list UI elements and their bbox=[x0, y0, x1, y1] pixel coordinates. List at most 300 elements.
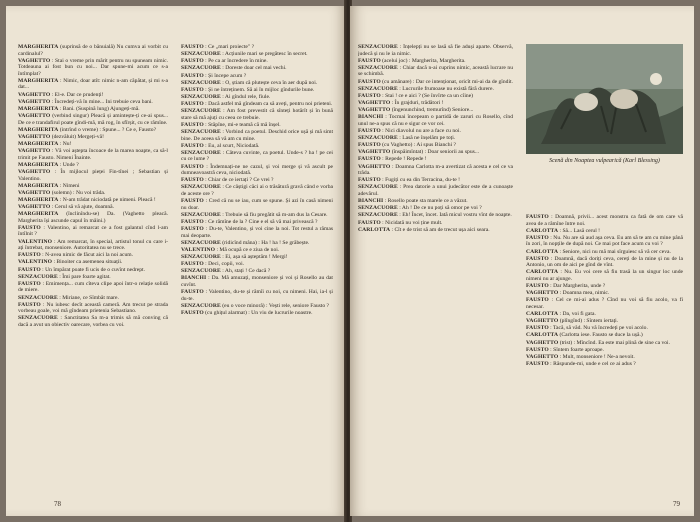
dialogue-line bbox=[358, 164, 513, 177]
dialogue-text: : Emimența... cum cîteva clipe apoi într-o relație solidă de miere. bbox=[18, 280, 168, 294]
dialogue-line bbox=[181, 58, 333, 65]
dialogue-text: : Mă ocupă ce e ziua de noi. bbox=[215, 246, 280, 253]
dialogue-text: : El-e. Dar ce prudenți! bbox=[50, 91, 104, 98]
speaker-name: VAGHETTO bbox=[358, 107, 391, 114]
speaker-name: VAGHETTO bbox=[18, 57, 51, 64]
dialogue-text: : O, știam că plutește ceva în aer după noi. bbox=[220, 79, 318, 86]
dialogue-text: (solemn) : Nu voi trăda. bbox=[50, 189, 106, 196]
dialogue-text: (acelui joc) : Margherita, Margherita. bbox=[380, 57, 466, 64]
dialogue-text: : Cît e de trist să am de trecut ușa aici seara. bbox=[390, 226, 490, 233]
dialogue-text: : Doamnă, dacă doriți ceva, cereți de la mine și nu de la Antonio, un om de aici pe gînd de vînt. bbox=[526, 255, 683, 269]
speaker-name: FAUSTO bbox=[181, 121, 204, 128]
dialogue-text: : N-am trădat niciodată pe nimeni. Pleacă ! bbox=[58, 196, 156, 203]
dialogue-text: : Nu! bbox=[58, 141, 72, 147]
dialogue-line bbox=[526, 318, 683, 325]
dialogue-line bbox=[18, 44, 168, 57]
dialogue-line bbox=[358, 58, 513, 65]
dialogue-text: : Să... Lasă cerul ! bbox=[558, 227, 601, 234]
dialogue-line bbox=[181, 226, 333, 239]
speaker-name: CARLOTTA bbox=[526, 248, 559, 255]
dialogue-text: : N-avea nimic de făcut aici la noi acum. bbox=[40, 252, 134, 259]
speaker-name: SENZACUORE bbox=[18, 273, 58, 280]
speaker-name: VALENTINO bbox=[18, 259, 53, 266]
dialogue-line bbox=[181, 122, 333, 129]
speaker-name: FAUSTO bbox=[181, 310, 204, 316]
dialogue-text: : Stai o vreme prin mărit pentru nu spuneam nimic. Totdeauna ai fost bun cu noi... Dar spune-mi acum ce s-a întîmplat? bbox=[18, 57, 168, 77]
speaker-name: SENZACUORE bbox=[181, 239, 221, 246]
speaker-name: MARGHERITA bbox=[18, 211, 59, 218]
dialogue-text: : Nimeni bbox=[58, 182, 80, 189]
dialogue-text: (intrînd o vreme) : Spune... ? Ce e, Fausto? bbox=[58, 126, 157, 133]
speaker-name: BIANCHI bbox=[358, 198, 384, 205]
speaker-name: VAGHETTO bbox=[526, 318, 559, 325]
dialogue-text: (trist) : Mîncînd. Ea este mai plină de sine ca voi. bbox=[558, 339, 671, 346]
left-column-2 bbox=[181, 44, 333, 494]
dialogue-text: : Vă voi aștepta încoace de la marea noapte, ca să-l trimit pe Fausto. Nimeni Înainte. bbox=[18, 148, 168, 161]
speaker-name: SENZACUORE bbox=[358, 44, 398, 50]
speaker-name: FAUSTO bbox=[526, 283, 549, 290]
dialogue-line bbox=[358, 156, 513, 163]
speaker-name: MARGHERITA bbox=[18, 161, 59, 168]
speaker-name: FAUSTO bbox=[358, 57, 381, 64]
dialogue-line bbox=[18, 274, 168, 281]
dialogue-line bbox=[358, 44, 513, 57]
dialogue-line bbox=[18, 204, 168, 211]
dialogue-line bbox=[526, 340, 683, 347]
dialogue-line bbox=[181, 184, 333, 197]
dialogue-line bbox=[181, 219, 333, 226]
speaker-name: FAUSTO bbox=[181, 142, 204, 149]
dialogue-line bbox=[18, 225, 168, 238]
dialogue-line bbox=[18, 295, 168, 302]
speaker-name: VAGHETTO bbox=[358, 149, 391, 156]
dialogue-text: : Chiar dacă n-ai cuprins nimic, această lucrare nu se schimbă. bbox=[358, 64, 513, 78]
dialogue-text: : Prea datorie a unui judecător este de a cunoaște adevărul. bbox=[358, 184, 513, 197]
dialogue-text: : Eh! Încet, încet. Iată micul vostru vînt de noapte. bbox=[397, 212, 512, 219]
speaker-name: VAGHETTO bbox=[18, 204, 51, 211]
speaker-name: SENZACUORE bbox=[181, 79, 221, 86]
speaker-name: SENZACUORE bbox=[358, 212, 398, 219]
dialogue-text: : Am fost prevestit că sînteți hotărît și în bună stare să mă ajuți cu ceea ce trebuie. bbox=[181, 108, 333, 121]
dialogue-line bbox=[18, 162, 168, 169]
dialogue-text: (eu o voce minoră) : Vești rele, seniore Fausto ? bbox=[220, 302, 330, 309]
dialogue-text: : Doamnă, privii... acest monstru ca fată de om care vă avea de a rămîne între noi. bbox=[526, 214, 683, 227]
speaker-name: SENZACUORE bbox=[181, 108, 221, 115]
speaker-name: VAGHETTO bbox=[526, 339, 559, 346]
speaker-name: FAUSTO bbox=[18, 301, 41, 308]
speaker-name: SENZACUORE bbox=[181, 184, 221, 191]
dialogue-line bbox=[526, 269, 683, 282]
dialogue-text: : Rosello poate sta marele ce a văzut. bbox=[383, 198, 468, 205]
dialogue-text: : Chiar de ce iertați ? Ce vrei ? bbox=[203, 177, 274, 184]
speaker-name: FAUSTO bbox=[358, 92, 381, 99]
speaker-name: FAUSTO bbox=[181, 177, 204, 184]
dialogue-line bbox=[358, 142, 513, 149]
dialogue-text: : Miriane, ce Sîmbăt mare. bbox=[57, 294, 119, 301]
speaker-name: FAUSTO bbox=[526, 234, 549, 241]
speaker-name: VAGHETTO bbox=[358, 163, 391, 170]
dialogue-line bbox=[526, 214, 683, 227]
speaker-name: FAUSTO bbox=[181, 198, 204, 205]
speaker-name: CARLOTTA bbox=[526, 269, 559, 276]
dialogue-text: : Nici diavolul nu are a face cu noi. bbox=[380, 127, 461, 134]
speaker-name: SENZACUORE bbox=[181, 211, 221, 218]
right-column-1 bbox=[358, 44, 513, 494]
dialogue-text: : Și ne întreținem. Să ai în mijloc gîndurile bune. bbox=[203, 86, 315, 93]
speaker-name: FAUSTO bbox=[358, 156, 381, 163]
speaker-name: FAUSTO bbox=[181, 289, 204, 296]
dialogue-line bbox=[181, 177, 333, 184]
speaker-name: FAUSTO bbox=[18, 266, 41, 273]
speaker-name: FAUSTO bbox=[526, 255, 549, 262]
page-number-left: 78 bbox=[54, 500, 61, 508]
dialogue-line bbox=[358, 93, 513, 100]
dialogue-text: : Vorbind ca poetul. Deschid orice ușă și mă simt bine. De aceea să vă am cu mine. bbox=[181, 129, 333, 142]
dialogue-text: : Și începe acum ? bbox=[203, 72, 247, 79]
dialogue-text: (verbind singur) Pleacă și amintește-ți ce-ai spus... De ce e trandafirul poate gîndi-mă, mă rog, în sfîrșit, cu ce rămîne. bbox=[18, 113, 168, 126]
speaker-name: VAGHETTO bbox=[18, 148, 51, 155]
dialogue-text: : Sanctitatea Sa m-a trimis să mă conving că dacă a avut un obiectiv oarecare, vorbea cu voi. bbox=[18, 315, 168, 328]
dialogue-text: (înspăimîntat) : Doar seniorii au spus... bbox=[390, 149, 480, 156]
dialogue-line bbox=[358, 198, 513, 205]
dialogue-text: : Seniore, nici nu mă mai sîrguiesc să vă cer ceva. bbox=[558, 248, 671, 255]
dialogue-text: : Nicidată nu voi ține mult. bbox=[380, 219, 443, 226]
dialogue-line bbox=[526, 361, 683, 368]
dialogue-line bbox=[181, 247, 333, 254]
speaker-name: SENZACUORE bbox=[181, 149, 221, 156]
dialogue-line bbox=[18, 58, 168, 78]
speaker-name: SENZACUORE bbox=[181, 302, 221, 309]
dialogue-text: : Binoiter ca asemenea situații. bbox=[52, 259, 123, 266]
speaker-name: SENZACUORE bbox=[181, 254, 221, 261]
dialogue-text: : În grajduri, trădători ! bbox=[390, 99, 444, 106]
dialogue-line bbox=[181, 51, 333, 58]
dialogue-text: : Răspunde-mi, unde e cel ce ai adus ? bbox=[548, 360, 636, 367]
dialogue-line bbox=[181, 268, 333, 275]
dialogue-line bbox=[18, 169, 168, 182]
dialogue-text: : Lasă ne înșelăm pe toți. bbox=[397, 135, 456, 142]
dialogue-line bbox=[526, 290, 683, 297]
dialogue-text: : Doamna Carlotta m-a avertizat că acesta e cel ce va trăda. bbox=[358, 163, 513, 177]
dialogue-line bbox=[181, 310, 333, 317]
page-number-right: 79 bbox=[673, 500, 680, 508]
speaker-name: VAGHETTO bbox=[18, 133, 51, 140]
right-page bbox=[350, 6, 694, 516]
speaker-name: VAGHETTO bbox=[526, 353, 559, 360]
dialogue-line bbox=[181, 80, 333, 87]
dialogue-line bbox=[181, 94, 333, 101]
dialogue-text: : Bani. (Suspină lung) Ajungeți-mă. bbox=[58, 105, 140, 112]
speaker-name: SENZACUORE bbox=[358, 135, 398, 142]
speaker-name: BIANCHI bbox=[181, 275, 207, 282]
speaker-name: VAGHETTO bbox=[18, 113, 51, 120]
dialogue-text: : Trebuie să fiu pregătit să m-am dus la Cesare. bbox=[220, 211, 328, 218]
dialogue-line bbox=[181, 275, 333, 288]
dialogue-text: : Nu iubesc decît această cameră. Am trecut pe strada vorbeau goale, voi mă gîndeam prietenia Sebastiano. bbox=[18, 301, 168, 315]
dialogue-text: : Nu. Nu are să aud așa ceva. Eu am să te am cu mine până în zori, în nopțile de după noi. Ce mai pot face acum cu voi ? bbox=[526, 234, 683, 248]
speaker-name: SENZACUORE bbox=[18, 294, 58, 301]
dialogue-text: : Valentino, ai remarcat ce a fost galantul cînd l-am întîlnit ? bbox=[18, 224, 168, 238]
dialogue-line bbox=[526, 347, 683, 354]
speaker-name: FAUSTO bbox=[526, 346, 549, 353]
speaker-name: CARLOTTA bbox=[526, 332, 559, 339]
speaker-name: FAUSTO bbox=[526, 297, 549, 304]
dialogue-text: (dezvăluit) Mergeți-vă! bbox=[50, 133, 104, 140]
speaker-name: SENZACUORE bbox=[181, 65, 221, 72]
speaker-name: SENZACUORE bbox=[181, 93, 221, 100]
illustration-drawing bbox=[526, 44, 683, 154]
speaker-name: FAUSTO bbox=[181, 44, 204, 50]
dialogue-line bbox=[181, 212, 333, 219]
dialogue-line bbox=[358, 220, 513, 227]
illustration bbox=[526, 44, 683, 154]
dialogue-line bbox=[526, 283, 683, 290]
dialogue-text: : Stăpîne, mi-e teamă că mă înșel. bbox=[203, 121, 281, 128]
dialogue-text: : Câteva cuvinte, ca poetul. Unde-s ? ha ! pe cei cu ce lume ? bbox=[181, 149, 333, 163]
dialogue-text: : Ah, stați ! Ce dacă ? bbox=[220, 268, 271, 275]
dialogue-line bbox=[358, 128, 513, 135]
dialogue-line bbox=[181, 289, 333, 302]
dialogue-line bbox=[526, 228, 683, 235]
dialogue-text: : Încredeți-vă în mine... Ini trebuie ceva bani. bbox=[50, 98, 153, 105]
dialogue-line bbox=[181, 143, 333, 150]
dialogue-text: : Unde ? bbox=[58, 161, 79, 168]
dialogue-text: : Dacă astfel mă gîndeam ca să aveți, pentru noi prieteni. bbox=[203, 101, 333, 108]
speaker-name: FAUSTO bbox=[18, 280, 41, 287]
dialogue-line bbox=[526, 325, 683, 332]
dialogue-line bbox=[18, 281, 168, 294]
dialogue-text: : Ce „mari proiecte" ? bbox=[203, 44, 255, 50]
speaker-name: FAUSTO bbox=[358, 142, 381, 149]
dialogue-text: : Tocmai începeam o partidă de zaruri cu Rosello, cînd unul ne-a spus că nu e sigur ce vor cei. bbox=[358, 114, 513, 127]
dialogue-text: : Deci, copii, voi. bbox=[203, 261, 245, 268]
speaker-name: VALENTINO bbox=[181, 246, 216, 253]
dialogue-line bbox=[181, 87, 333, 94]
dialogue-text: : Tacă, să văd. Nu vă încredeți pe voi acolo. bbox=[548, 325, 648, 332]
speaker-name: MARGHERITA bbox=[18, 77, 59, 84]
speaker-name: FAUSTO bbox=[181, 163, 204, 170]
dialogue-line bbox=[181, 150, 333, 163]
speaker-name: SENZACUORE bbox=[358, 184, 398, 191]
dialogue-line bbox=[18, 183, 168, 190]
dialogue-text: : Cel ce mi-ai adus ? Cînd nu voi să fiu acolo, va fi necesar. bbox=[526, 297, 683, 310]
dialogue-text: (cu amânare) : Dar ce intenționat, oricît mi-ai da de gîndit. bbox=[380, 78, 513, 85]
speaker-name: VALENTINO bbox=[18, 238, 53, 245]
speaker-name: SENZACUORE bbox=[181, 268, 221, 275]
dialogue-text: : În mijlocul pieței Fin-tînei ; Sebastian și Valentino. bbox=[18, 168, 168, 182]
dialogue-line bbox=[18, 113, 168, 126]
speaker-name: SENZACUORE bbox=[358, 64, 398, 71]
illustration-caption: Scenă din Noaptea vulpearică (Karl Blessing) bbox=[549, 158, 660, 164]
speaker-name: FAUSTO bbox=[526, 360, 549, 367]
dialogue-line bbox=[18, 211, 168, 224]
dialogue-line bbox=[18, 106, 168, 113]
dialogue-text: : Ce rămîne de la ? Cine e el să vă mai privească ? bbox=[203, 218, 318, 225]
dialogue-line bbox=[358, 135, 513, 142]
dialogue-line bbox=[18, 141, 168, 148]
dialogue-line bbox=[181, 240, 333, 247]
dialogue-text: (cu Vaghetto) : Ai spus Bianchi ? bbox=[380, 142, 457, 149]
speaker-name: FAUSTO bbox=[181, 218, 204, 225]
speaker-name: SENZACUORE bbox=[18, 315, 58, 322]
speaker-name: VAGHETTO bbox=[18, 189, 51, 196]
dialogue-text: : Mult, monseniore ! Ne-a nevoit. bbox=[558, 353, 635, 360]
speaker-name: FAUSTO bbox=[181, 86, 204, 93]
dialogue-line bbox=[18, 252, 168, 259]
dialogue-text: : Sîntem foarte aproape. bbox=[548, 346, 604, 353]
dialogue-line bbox=[358, 184, 513, 197]
dialogue-text: : Ah ! De ce nu poți să omor pe voi ? bbox=[397, 205, 482, 212]
dialogue-text: : Ai gîndul rele, fiule. bbox=[220, 93, 271, 100]
dialogue-text: : Ei, așa să așteptăm ! Mergi! bbox=[220, 254, 288, 261]
dialogue-line bbox=[526, 354, 683, 361]
dialogue-text: : Fugiți cu ea din Terracina, du-te ! bbox=[380, 177, 460, 184]
dialogue-text: : Stai ! ce e aici ? (Se învîrte ca un cîine) bbox=[380, 92, 474, 99]
speaker-name: FAUSTO bbox=[181, 101, 204, 108]
dialogue-line bbox=[18, 302, 168, 315]
speaker-name: MARGHERITA bbox=[18, 105, 59, 112]
speaker-name: FAUSTO bbox=[358, 127, 381, 134]
dialogue-line bbox=[18, 148, 168, 161]
dialogue-line bbox=[358, 107, 513, 114]
dialogue-line bbox=[181, 164, 333, 177]
speaker-name: SENZACUORE bbox=[358, 205, 398, 212]
speaker-name: VAGHETTO bbox=[526, 290, 559, 297]
dialogue-line bbox=[18, 197, 168, 204]
speaker-name: MARGHERITA bbox=[18, 141, 59, 147]
dialogue-line bbox=[526, 256, 683, 269]
dialogue-text: : Da, voi fi gata. bbox=[558, 311, 596, 317]
dialogue-line bbox=[526, 311, 683, 318]
speaker-name: MARGHERITA bbox=[18, 126, 59, 133]
speaker-name: SENZACUORE bbox=[181, 129, 221, 136]
dialogue-text: : Am remarcat, în special, artistul tonul cu care i-ați întrebat, monseniore. Autoritatea nu se trece. bbox=[18, 238, 168, 252]
dialogue-text: : Nu. Eu voi cere să fiu trasă la un singur loc unde nimeni nu ar ajunge. bbox=[526, 269, 683, 282]
dialogue-text: : Un împărat poate fi ucis de o cuvînt nedrept. bbox=[40, 266, 146, 273]
speaker-name: FAUSTO bbox=[181, 261, 204, 268]
dialogue-text: : Îmi pare foarte agitat. bbox=[57, 273, 111, 280]
dialogue-text: : Du-te, Valentino, și voi cine la noi. Tot restul a rămas mai deoparte. bbox=[181, 226, 333, 239]
dialogue-text: : Doreste doar cel mai vechi. bbox=[220, 65, 287, 72]
dialogue-line bbox=[18, 78, 168, 91]
dialogue-line bbox=[358, 100, 513, 107]
dialogue-text: (suprinsă de o bănuială) Nu cumva ai vorbit cu cardinalul? bbox=[18, 44, 168, 57]
dialogue-line bbox=[18, 134, 168, 141]
dialogue-text: (înclinîndu-se) Da. (Vaghetto pleacă. Margherita își ascunde capul în mâini.) bbox=[18, 211, 168, 224]
dialogue-line bbox=[358, 205, 513, 212]
dialogue-text: : Nimic, doar atît: nimic n-am căpătat, și mi s-a dat... bbox=[18, 77, 168, 91]
dialogue-text: (plîngînd) : Sîntem iertați. bbox=[558, 318, 619, 325]
speaker-name: FAUSTO bbox=[181, 72, 204, 79]
dialogue-line bbox=[181, 44, 333, 51]
dialogue-line bbox=[181, 101, 333, 108]
speaker-name: SENZACUORE bbox=[358, 85, 398, 92]
dialogue-text: : Cerul să vă ajute, doamnă. bbox=[50, 204, 114, 211]
dialogue-line bbox=[18, 99, 168, 106]
speaker-name: CARLOTTA bbox=[526, 311, 559, 317]
dialogue-text: : Valentino, du-te și rămîi cu noi, cu nimeni. Hai, ia-l și du-te. bbox=[181, 289, 333, 302]
dialogue-line bbox=[18, 315, 168, 328]
dialogue-line bbox=[181, 303, 333, 310]
speaker-name: MARGHERITA bbox=[18, 44, 59, 50]
dialogue-line bbox=[358, 114, 513, 127]
dialogue-text: (cu ghițul alarmat) : Un viu de lucrurile noastre. bbox=[203, 310, 313, 316]
dialogue-line bbox=[358, 212, 513, 219]
dialogue-text: : Ce câștigi căci ai o trăsătură gravă când e vorba de aceste ore ? bbox=[181, 184, 333, 197]
dialogue-line bbox=[526, 297, 683, 310]
speaker-name: BIANCHI bbox=[358, 114, 384, 121]
right-column-2 bbox=[526, 214, 683, 494]
speaker-name: VAGHETTO bbox=[358, 99, 391, 106]
dialogue-line bbox=[18, 190, 168, 197]
left-column-1 bbox=[18, 44, 168, 494]
speaker-name: SENZACUORE bbox=[181, 51, 221, 58]
dialogue-line bbox=[18, 92, 168, 99]
dialogue-text: : Acțiunile mari se pregătesc în secret. bbox=[220, 51, 308, 58]
speaker-name: FAUSTO bbox=[526, 214, 549, 220]
dialogue-line bbox=[358, 79, 513, 86]
dialogue-text: : Pe ca ar încredere în mine. bbox=[203, 58, 268, 65]
dialogue-line bbox=[526, 249, 683, 256]
dialogue-text: : Dar Margherita, unde ? bbox=[548, 283, 606, 290]
left-page bbox=[6, 6, 346, 516]
speaker-name: FAUSTO bbox=[358, 177, 381, 184]
speaker-name: VAGHETTO bbox=[18, 98, 51, 105]
dialogue-text: : Cred că nu se iau, cum se spune. Și azi în casă nimeni nu doar. bbox=[181, 198, 333, 211]
speaker-name: FAUSTO bbox=[526, 325, 549, 332]
dialogue-text: (Carlotta iese. Fausto se duce la ușă.) bbox=[558, 332, 643, 339]
dialogue-line bbox=[18, 239, 168, 252]
dialogue-line bbox=[181, 254, 333, 261]
dialogue-line bbox=[181, 198, 333, 211]
speaker-name: FAUSTO bbox=[358, 78, 381, 85]
dialogue-line bbox=[358, 227, 513, 234]
dialogue-line bbox=[18, 267, 168, 274]
dialogue-line bbox=[358, 86, 513, 93]
dialogue-line bbox=[181, 261, 333, 268]
dialogue-text: : Repede ! Repede ! bbox=[380, 156, 427, 163]
speaker-name: FAUSTO bbox=[181, 58, 204, 65]
speaker-name: MARGHERITA bbox=[18, 182, 59, 189]
dialogue-line bbox=[18, 259, 168, 266]
dialogue-text: : Eu, al scurt, Niciodată. bbox=[203, 142, 260, 149]
speaker-name: CARLOTTA bbox=[526, 227, 559, 234]
dialogue-text: (îngenunchind, tremurînd) Seniore... bbox=[390, 107, 474, 114]
dialogue-text: (ridicînd mâna) : Ha ! ha ! Se grăbește. bbox=[220, 239, 310, 246]
dialogue-line bbox=[358, 65, 513, 78]
dialogue-text: : Lucrurile frumoase nu există fără durere. bbox=[397, 85, 494, 92]
speaker-name: FAUSTO bbox=[18, 252, 41, 259]
dialogue-line bbox=[526, 332, 683, 339]
speaker-name: MARGHERITA bbox=[18, 196, 59, 203]
dialogue-line bbox=[358, 177, 513, 184]
speaker-name: FAUSTO bbox=[181, 226, 204, 233]
speaker-name: FAUSTO bbox=[358, 219, 381, 226]
speaker-name: VAGHETTO bbox=[18, 168, 51, 175]
dialogue-text: : Da. Mă amuzați, monseniore și voi și Rosello au dat cuvînt. bbox=[181, 275, 333, 289]
dialogue-line bbox=[181, 108, 333, 121]
speaker-name: VAGHETTO bbox=[18, 91, 51, 98]
dialogue-text: : Doamna mea, nimic. bbox=[558, 290, 610, 297]
dialogue-text: : Îndemnați-ne ne cazul, și voi merge și vă ascult pe dumneavoastră ceva, niciodată. bbox=[181, 163, 333, 177]
speaker-name: CARLOTTA bbox=[358, 226, 391, 233]
dialogue-line bbox=[181, 73, 333, 80]
dialogue-text: : Înțelepți nu se lasă să fie aduși aparte. Observă, judecă și nu le ia nimic. bbox=[358, 44, 513, 57]
dialogue-line bbox=[358, 149, 513, 156]
dialogue-line bbox=[181, 129, 333, 142]
speaker-name: FAUSTO bbox=[18, 224, 41, 231]
dialogue-line bbox=[181, 65, 333, 72]
